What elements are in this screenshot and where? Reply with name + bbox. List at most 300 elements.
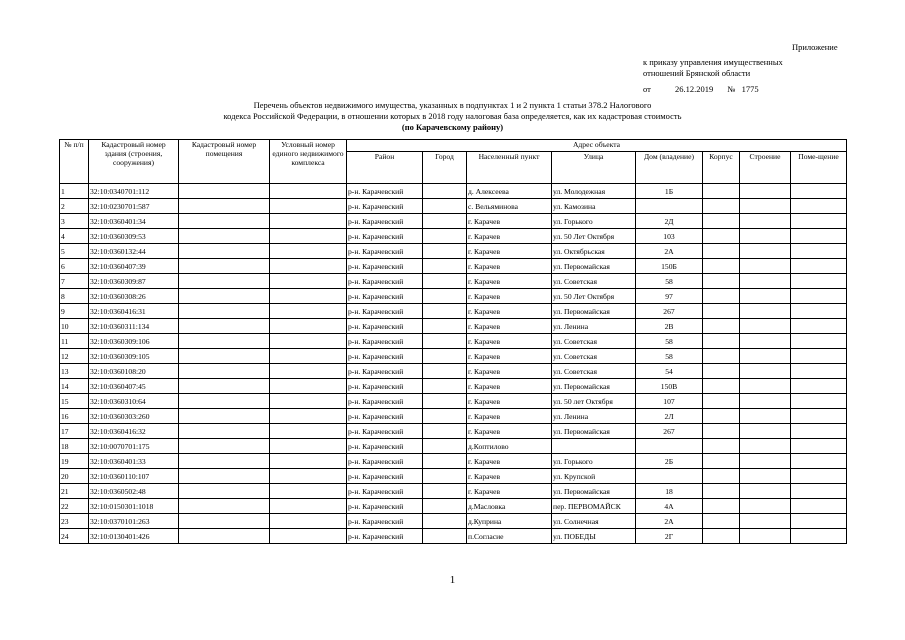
room-cell — [791, 454, 847, 469]
header-city: Город — [423, 152, 467, 184]
row-number: 14 — [60, 379, 89, 394]
cond-num-cell — [270, 484, 347, 499]
appendix-block — [643, 57, 783, 95]
table-row — [60, 439, 847, 454]
street-cell: ул. Первомайская — [552, 424, 636, 439]
table-row — [60, 214, 847, 229]
cad-building-cell: 32:10:0070701:175 — [89, 439, 179, 454]
settlement-cell: г. Карачев — [467, 484, 552, 499]
cad-room-cell — [179, 469, 270, 484]
house-cell — [636, 469, 703, 484]
row-number: 23 — [60, 514, 89, 529]
room-cell — [791, 319, 847, 334]
cond-num-cell — [270, 469, 347, 484]
cond-num-cell — [270, 514, 347, 529]
korpus-cell — [703, 304, 740, 319]
house-cell — [636, 439, 703, 454]
street-cell: ул. Первомайская — [552, 304, 636, 319]
table-row — [60, 379, 847, 394]
appendix-title — [792, 42, 838, 53]
table-row — [60, 184, 847, 199]
settlement-cell: д.Куприна — [467, 514, 552, 529]
stroenie-cell — [740, 334, 791, 349]
house-cell: 150Б — [636, 259, 703, 274]
city-cell — [423, 379, 467, 394]
stroenie-cell — [740, 244, 791, 259]
room-cell — [791, 214, 847, 229]
cad-room-cell — [179, 514, 270, 529]
house-cell: 107 — [636, 394, 703, 409]
street-cell: ул. Ленина — [552, 409, 636, 424]
stroenie-cell — [740, 259, 791, 274]
row-number: 8 — [60, 289, 89, 304]
settlement-cell: д. Алексеева — [467, 184, 552, 199]
city-cell — [423, 334, 467, 349]
room-cell — [791, 409, 847, 424]
room-cell — [791, 244, 847, 259]
appendix-heading: Приложение — [792, 42, 838, 52]
cad-building-cell: 32:10:0360132:44 — [89, 244, 179, 259]
cad-building-cell: 32:10:0360311:134 — [89, 319, 179, 334]
korpus-cell — [703, 424, 740, 439]
settlement-cell: г. Карачев — [467, 304, 552, 319]
korpus-cell — [703, 229, 740, 244]
house-cell: 2В — [636, 319, 703, 334]
stroenie-cell — [740, 394, 791, 409]
row-number: 4 — [60, 229, 89, 244]
district-cell: р-н. Карачевский — [347, 244, 423, 259]
row-number: 21 — [60, 484, 89, 499]
settlement-cell: г. Карачев — [467, 274, 552, 289]
district-cell: р-н. Карачевский — [347, 319, 423, 334]
city-cell — [423, 424, 467, 439]
house-cell: 150В — [636, 379, 703, 394]
row-number: 11 — [60, 334, 89, 349]
cad-building-cell: 32:10:0130401:426 — [89, 529, 179, 544]
stroenie-cell — [740, 454, 791, 469]
cad-building-cell: 32:10:0150301:1018 — [89, 499, 179, 514]
city-cell — [423, 304, 467, 319]
cad-room-cell — [179, 424, 270, 439]
stroenie-cell — [740, 304, 791, 319]
cad-room-cell — [179, 529, 270, 544]
table-row — [60, 199, 847, 214]
appendix-date-line — [643, 84, 783, 95]
house-cell — [636, 199, 703, 214]
stroenie-cell — [740, 439, 791, 454]
district-cell: р-н. Карачевский — [347, 334, 423, 349]
table-row — [60, 304, 847, 319]
house-cell: 58 — [636, 274, 703, 289]
title-line-2: кодекса Российской Федерации, в отношении которых в 2018 году налоговая база определяется, как их кадастровая стоимость — [223, 111, 682, 121]
korpus-cell — [703, 484, 740, 499]
settlement-cell: г. Карачев — [467, 244, 552, 259]
room-cell — [791, 349, 847, 364]
district-cell: р-н. Карачевский — [347, 199, 423, 214]
korpus-cell — [703, 214, 740, 229]
district-cell: р-н. Карачевский — [347, 229, 423, 244]
stroenie-cell — [740, 514, 791, 529]
room-cell — [791, 379, 847, 394]
korpus-cell — [703, 349, 740, 364]
korpus-cell — [703, 334, 740, 349]
header-house: Дом (владение) — [636, 152, 703, 184]
house-cell: 18 — [636, 484, 703, 499]
cad-room-cell — [179, 214, 270, 229]
header-korpus: Корпус — [703, 152, 740, 184]
street-cell: ул. Советская — [552, 349, 636, 364]
cad-building-cell: 32:10:0230701:587 — [89, 199, 179, 214]
city-cell — [423, 184, 467, 199]
cad-building-cell: 32:10:0360416:31 — [89, 304, 179, 319]
district-cell: р-н. Карачевский — [347, 484, 423, 499]
district-cell: р-н. Карачевский — [347, 289, 423, 304]
cad-room-cell — [179, 289, 270, 304]
cad-room-cell — [179, 349, 270, 364]
settlement-cell: г. Карачев — [467, 349, 552, 364]
settlement-cell: г. Карачев — [467, 229, 552, 244]
table-body — [60, 184, 847, 544]
cad-room-cell — [179, 499, 270, 514]
house-cell: 103 — [636, 229, 703, 244]
header-cad-building: Кадастровый номер здания (строения, сооружения) — [89, 140, 179, 184]
settlement-cell: г. Карачев — [467, 334, 552, 349]
cad-room-cell — [179, 439, 270, 454]
cond-num-cell — [270, 529, 347, 544]
korpus-cell — [703, 259, 740, 274]
cad-room-cell — [179, 379, 270, 394]
city-cell — [423, 289, 467, 304]
header-street: Улица — [552, 152, 636, 184]
table-row — [60, 259, 847, 274]
header-cond-num: Условный номер единого недвижимого комплекса — [270, 140, 347, 184]
street-cell: ул. ПОБЕДЫ — [552, 529, 636, 544]
table-row — [60, 229, 847, 244]
district-cell: р-н. Карачевский — [347, 439, 423, 454]
city-cell — [423, 214, 467, 229]
district-cell: р-н. Карачевский — [347, 184, 423, 199]
row-number: 20 — [60, 469, 89, 484]
korpus-cell — [703, 289, 740, 304]
stroenie-cell — [740, 289, 791, 304]
settlement-cell: п.Согласие — [467, 529, 552, 544]
city-cell — [423, 199, 467, 214]
table-row — [60, 319, 847, 334]
street-cell: ул. Солнечная — [552, 514, 636, 529]
table-row — [60, 334, 847, 349]
district-cell: р-н. Карачевский — [347, 469, 423, 484]
city-cell — [423, 319, 467, 334]
korpus-cell — [703, 439, 740, 454]
cad-room-cell — [179, 454, 270, 469]
cond-num-cell — [270, 499, 347, 514]
house-cell: 58 — [636, 334, 703, 349]
room-cell — [791, 199, 847, 214]
city-cell — [423, 499, 467, 514]
stroenie-cell — [740, 424, 791, 439]
row-number: 1 — [60, 184, 89, 199]
korpus-cell — [703, 469, 740, 484]
district-cell: р-н. Карачевский — [347, 394, 423, 409]
stroenie-cell — [740, 484, 791, 499]
cond-num-cell — [270, 259, 347, 274]
cad-building-cell: 32:10:0360401:33 — [89, 454, 179, 469]
cad-building-cell: 32:10:0360309:106 — [89, 334, 179, 349]
room-cell — [791, 229, 847, 244]
cad-room-cell — [179, 244, 270, 259]
row-number: 7 — [60, 274, 89, 289]
room-cell — [791, 274, 847, 289]
stroenie-cell — [740, 364, 791, 379]
header-cad-room: Кадастровый номер помещения — [179, 140, 270, 184]
house-cell: 97 — [636, 289, 703, 304]
cad-room-cell — [179, 364, 270, 379]
city-cell — [423, 454, 467, 469]
cad-room-cell — [179, 304, 270, 319]
stroenie-cell — [740, 529, 791, 544]
room-cell — [791, 394, 847, 409]
district-cell: р-н. Карачевский — [347, 349, 423, 364]
city-cell — [423, 484, 467, 499]
korpus-cell — [703, 454, 740, 469]
number-label: № — [727, 84, 736, 94]
cad-building-cell: 32:10:0360303:260 — [89, 409, 179, 424]
room-cell — [791, 259, 847, 274]
street-cell: ул. 50 Лет Октября — [552, 229, 636, 244]
cond-num-cell — [270, 229, 347, 244]
district-cell: р-н. Карачевский — [347, 364, 423, 379]
table-row — [60, 274, 847, 289]
room-cell — [791, 439, 847, 454]
room-cell — [791, 364, 847, 379]
table-row — [60, 364, 847, 379]
table-row — [60, 469, 847, 484]
district-cell: р-н. Карачевский — [347, 274, 423, 289]
cond-num-cell — [270, 319, 347, 334]
row-number: 2 — [60, 199, 89, 214]
cad-building-cell: 32:10:0360309:53 — [89, 229, 179, 244]
room-cell — [791, 469, 847, 484]
house-cell: 267 — [636, 424, 703, 439]
cond-num-cell — [270, 454, 347, 469]
room-cell — [791, 334, 847, 349]
cad-building-cell: 32:10:0360309:87 — [89, 274, 179, 289]
settlement-cell: г. Карачев — [467, 409, 552, 424]
table-row — [60, 289, 847, 304]
city-cell — [423, 244, 467, 259]
district-cell: р-н. Карачевский — [347, 499, 423, 514]
appendix-line-dept: отношений Брянской области — [643, 68, 751, 78]
appendix-line-order: к приказу управления имущественных — [643, 57, 783, 67]
house-cell: 58 — [636, 349, 703, 364]
cad-room-cell — [179, 319, 270, 334]
house-cell: 2А — [636, 244, 703, 259]
table-row — [60, 529, 847, 544]
city-cell — [423, 259, 467, 274]
city-cell — [423, 394, 467, 409]
order-date: 26.12.2019 — [674, 84, 714, 94]
street-cell: ул. Крупской — [552, 469, 636, 484]
korpus-cell — [703, 394, 740, 409]
settlement-cell: г. Карачев — [467, 469, 552, 484]
cond-num-cell — [270, 304, 347, 319]
room-cell — [791, 529, 847, 544]
settlement-cell: г. Карачев — [467, 394, 552, 409]
settlement-cell: д.Коптилово — [467, 439, 552, 454]
street-cell — [552, 439, 636, 454]
from-label: от — [643, 84, 651, 94]
table-row — [60, 409, 847, 424]
street-cell: пер. ПЕРВОМАЙСК — [552, 499, 636, 514]
cond-num-cell — [270, 349, 347, 364]
order-number: 1775 — [741, 84, 759, 94]
street-cell: ул. Первомайская — [552, 484, 636, 499]
street-cell: ул. Ленина — [552, 319, 636, 334]
row-number: 16 — [60, 409, 89, 424]
cad-room-cell — [179, 334, 270, 349]
district-cell: р-н. Карачевский — [347, 214, 423, 229]
cond-num-cell — [270, 244, 347, 259]
stroenie-cell — [740, 229, 791, 244]
cad-building-cell: 32:10:0340701:112 — [89, 184, 179, 199]
header-address: Адрес объекта — [347, 140, 847, 152]
cond-num-cell — [270, 334, 347, 349]
row-number: 9 — [60, 304, 89, 319]
settlement-cell: д.Масловка — [467, 499, 552, 514]
korpus-cell — [703, 364, 740, 379]
table-row — [60, 244, 847, 259]
cad-room-cell — [179, 229, 270, 244]
room-cell — [791, 514, 847, 529]
room-cell — [791, 184, 847, 199]
stroenie-cell — [740, 349, 791, 364]
cad-room-cell — [179, 409, 270, 424]
cond-num-cell — [270, 274, 347, 289]
cond-num-cell — [270, 214, 347, 229]
city-cell — [423, 529, 467, 544]
district-cell: р-н. Карачевский — [347, 424, 423, 439]
street-cell: ул. 50 Лет Октября — [552, 289, 636, 304]
street-cell: ул. Первомайская — [552, 379, 636, 394]
stroenie-cell — [740, 199, 791, 214]
house-cell: 2Б — [636, 454, 703, 469]
cond-num-cell — [270, 394, 347, 409]
table-row — [60, 424, 847, 439]
street-cell: ул. Советская — [552, 274, 636, 289]
korpus-cell — [703, 319, 740, 334]
title-line-1: Перечень объектов недвижимого имущества, указанных в подпунктах 1 и 2 пункта 1 статьи 378.2 Налогового — [253, 100, 652, 110]
cond-num-cell — [270, 199, 347, 214]
room-cell — [791, 499, 847, 514]
stroenie-cell — [740, 274, 791, 289]
house-cell: 267 — [636, 304, 703, 319]
row-number: 22 — [60, 499, 89, 514]
cad-room-cell — [179, 199, 270, 214]
stroenie-cell — [740, 499, 791, 514]
header-stroenie: Строение — [740, 152, 791, 184]
property-table — [59, 139, 847, 544]
district-cell: р-н. Карачевский — [347, 304, 423, 319]
cad-building-cell: 32:10:0360407:39 — [89, 259, 179, 274]
header-num: № п/п — [60, 140, 89, 184]
cad-room-cell — [179, 184, 270, 199]
korpus-cell — [703, 199, 740, 214]
header-settlement: Населенный пункт — [467, 152, 552, 184]
room-cell — [791, 304, 847, 319]
street-cell: ул. Горького — [552, 214, 636, 229]
table-row — [60, 499, 847, 514]
cad-building-cell: 32:10:0360416:32 — [89, 424, 179, 439]
row-number: 6 — [60, 259, 89, 274]
settlement-cell: г. Карачев — [467, 214, 552, 229]
city-cell — [423, 469, 467, 484]
cad-building-cell: 32:10:0360401:34 — [89, 214, 179, 229]
settlement-cell: г. Карачев — [467, 454, 552, 469]
city-cell — [423, 274, 467, 289]
header-room: Поме-щение — [791, 152, 847, 184]
korpus-cell — [703, 379, 740, 394]
city-cell — [423, 439, 467, 454]
settlement-cell: г. Карачев — [467, 379, 552, 394]
row-number: 19 — [60, 454, 89, 469]
cad-building-cell: 32:10:0360310:64 — [89, 394, 179, 409]
stroenie-cell — [740, 214, 791, 229]
cond-num-cell — [270, 364, 347, 379]
street-cell: ул. Советская — [552, 334, 636, 349]
district-cell: р-н. Карачевский — [347, 514, 423, 529]
city-cell — [423, 349, 467, 364]
table-row — [60, 349, 847, 364]
settlement-cell: г. Карачев — [467, 289, 552, 304]
street-cell: ул. Молодежная — [552, 184, 636, 199]
stroenie-cell — [740, 319, 791, 334]
cond-num-cell — [270, 289, 347, 304]
korpus-cell — [703, 274, 740, 289]
stroenie-cell — [740, 409, 791, 424]
cad-building-cell: 32:10:0370101:263 — [89, 514, 179, 529]
cad-building-cell: 32:10:0360110:107 — [89, 469, 179, 484]
settlement-cell: г. Карачев — [467, 319, 552, 334]
street-cell: ул. Горького — [552, 454, 636, 469]
settlement-cell: г. Карачев — [467, 364, 552, 379]
row-number: 3 — [60, 214, 89, 229]
district-cell: р-н. Карачевский — [347, 529, 423, 544]
city-cell — [423, 229, 467, 244]
page-number: 1 — [449, 574, 456, 586]
city-cell — [423, 514, 467, 529]
stroenie-cell — [740, 379, 791, 394]
cond-num-cell — [270, 379, 347, 394]
house-cell: 54 — [636, 364, 703, 379]
row-number: 18 — [60, 439, 89, 454]
district-cell: р-н. Карачевский — [347, 379, 423, 394]
row-number: 17 — [60, 424, 89, 439]
korpus-cell — [703, 529, 740, 544]
cad-building-cell: 32:10:0360502:48 — [89, 484, 179, 499]
house-cell: 2Д — [636, 214, 703, 229]
table-row — [60, 484, 847, 499]
street-cell: ул. Советская — [552, 364, 636, 379]
title-line-3: (по Карачевскому району) — [401, 122, 504, 132]
district-cell: р-н. Карачевский — [347, 259, 423, 274]
row-number: 10 — [60, 319, 89, 334]
table-row — [60, 514, 847, 529]
cad-building-cell: 32:10:0360407:45 — [89, 379, 179, 394]
house-cell: 2Г — [636, 529, 703, 544]
district-cell: р-н. Карачевский — [347, 454, 423, 469]
korpus-cell — [703, 409, 740, 424]
cad-room-cell — [179, 259, 270, 274]
